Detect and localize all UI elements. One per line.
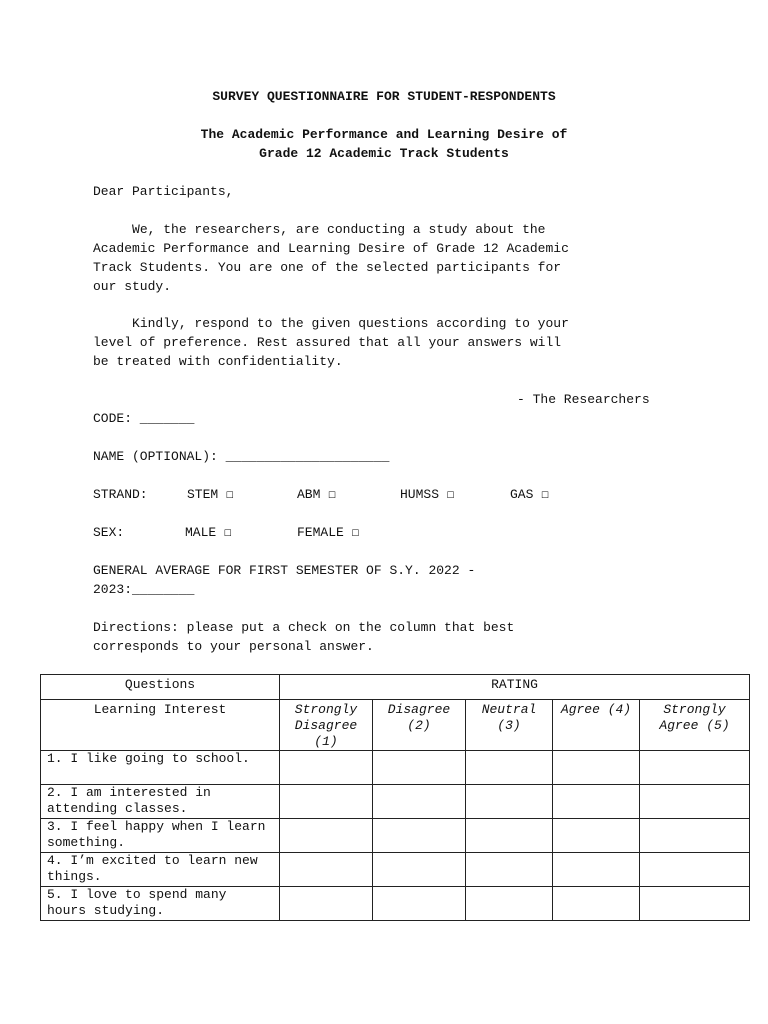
strand-option-humss[interactable]: HUMSS ☐ bbox=[400, 487, 455, 502]
question-text: 3. I feel happy when I learn something. bbox=[41, 819, 280, 853]
question-row bbox=[41, 819, 750, 853]
question-row bbox=[41, 887, 750, 921]
question-text: 1. I like going to school. bbox=[41, 751, 280, 785]
rating-cell-2[interactable] bbox=[373, 751, 466, 785]
rating-cell-4[interactable] bbox=[553, 785, 640, 819]
scale-neutral: Neutral (3) bbox=[466, 700, 553, 751]
sex-option-male[interactable]: MALE ☐ bbox=[185, 525, 232, 540]
question-text: 4. I’m excited to learn new things. bbox=[41, 853, 280, 887]
rating-table bbox=[40, 674, 750, 921]
rating-cell-5[interactable] bbox=[640, 785, 750, 819]
rating-cell-1[interactable] bbox=[280, 751, 373, 785]
scale-strongly-agree: Strongly Agree (5) bbox=[640, 700, 750, 751]
scale-disagree: Disagree (2) bbox=[373, 700, 466, 751]
rating-cell-5[interactable] bbox=[640, 819, 750, 853]
strand-option-gas[interactable]: GAS ☐ bbox=[510, 487, 550, 502]
category-header: Learning Interest bbox=[41, 700, 280, 751]
directions-line2: corresponds to your personal answer. bbox=[93, 639, 374, 654]
rating-cell-4[interactable] bbox=[553, 887, 640, 921]
general-average-field[interactable]: 2023:________ bbox=[93, 582, 195, 597]
strand-option-abm[interactable]: ABM ☐ bbox=[297, 487, 337, 502]
question-text: 5. I love to spend many hours studying. bbox=[41, 887, 280, 921]
question-row bbox=[41, 751, 750, 785]
rating-header: RATING bbox=[280, 675, 750, 700]
sex-label: SEX: bbox=[93, 525, 125, 540]
directions-line1: Directions: please put a check on the column that best bbox=[93, 620, 515, 635]
salutation: Dear Participants, bbox=[93, 184, 234, 199]
name-field[interactable]: NAME (OPTIONAL): _____________________ bbox=[93, 449, 390, 464]
question-row bbox=[41, 853, 750, 887]
rating-cell-3[interactable] bbox=[466, 819, 553, 853]
letter-paragraph-2: Kindly, respond to the given questions according to your level of preference. Rest assured that all your answers will be treated with confidentiality. bbox=[93, 316, 569, 369]
questions-header: Questions bbox=[41, 675, 280, 700]
rating-cell-1[interactable] bbox=[280, 887, 373, 921]
question-row bbox=[41, 785, 750, 819]
strand-label: STRAND: bbox=[93, 487, 148, 502]
scale-strongly-disagree: Strongly Disagree (1) bbox=[280, 700, 373, 751]
letter-paragraph-1: We, the researchers, are conducting a study about the Academic Performance and Learning Desire of Grade 12 Academic Track Students. You are one of the selected participants for our study. bbox=[93, 222, 569, 294]
rating-cell-3[interactable] bbox=[466, 887, 553, 921]
rating-cell-5[interactable] bbox=[640, 887, 750, 921]
rating-cell-2[interactable] bbox=[373, 819, 466, 853]
question-text: 2. I am interested in attending classes. bbox=[41, 785, 280, 819]
rating-cell-5[interactable] bbox=[640, 853, 750, 887]
rating-cell-4[interactable] bbox=[553, 751, 640, 785]
rating-cell-4[interactable] bbox=[553, 819, 640, 853]
rating-cell-3[interactable] bbox=[466, 853, 553, 887]
rating-cell-2[interactable] bbox=[373, 785, 466, 819]
sex-option-female[interactable]: FEMALE ☐ bbox=[297, 525, 360, 540]
general-average-line1: GENERAL AVERAGE FOR FIRST SEMESTER OF S.Y. 2022 - bbox=[93, 563, 476, 578]
code-field[interactable]: CODE: _______ bbox=[93, 411, 195, 426]
rating-cell-1[interactable] bbox=[280, 819, 373, 853]
rating-cell-2[interactable] bbox=[373, 887, 466, 921]
study-title-line1: The Academic Performance and Learning Desire of bbox=[200, 127, 568, 142]
rating-cell-3[interactable] bbox=[466, 751, 553, 785]
study-title-line2: Grade 12 Academic Track Students bbox=[259, 146, 509, 161]
rating-cell-2[interactable] bbox=[373, 853, 466, 887]
scale-agree: Agree (4) bbox=[553, 700, 640, 751]
strand-option-stem[interactable]: STEM ☐ bbox=[187, 487, 234, 502]
rating-cell-5[interactable] bbox=[640, 751, 750, 785]
rating-cell-1[interactable] bbox=[280, 785, 373, 819]
signature: - The Researchers bbox=[517, 392, 650, 407]
rating-cell-1[interactable] bbox=[280, 853, 373, 887]
survey-title: SURVEY QUESTIONNAIRE FOR STUDENT-RESPONDENTS bbox=[212, 89, 556, 104]
rating-cell-4[interactable] bbox=[553, 853, 640, 887]
rating-cell-3[interactable] bbox=[466, 785, 553, 819]
